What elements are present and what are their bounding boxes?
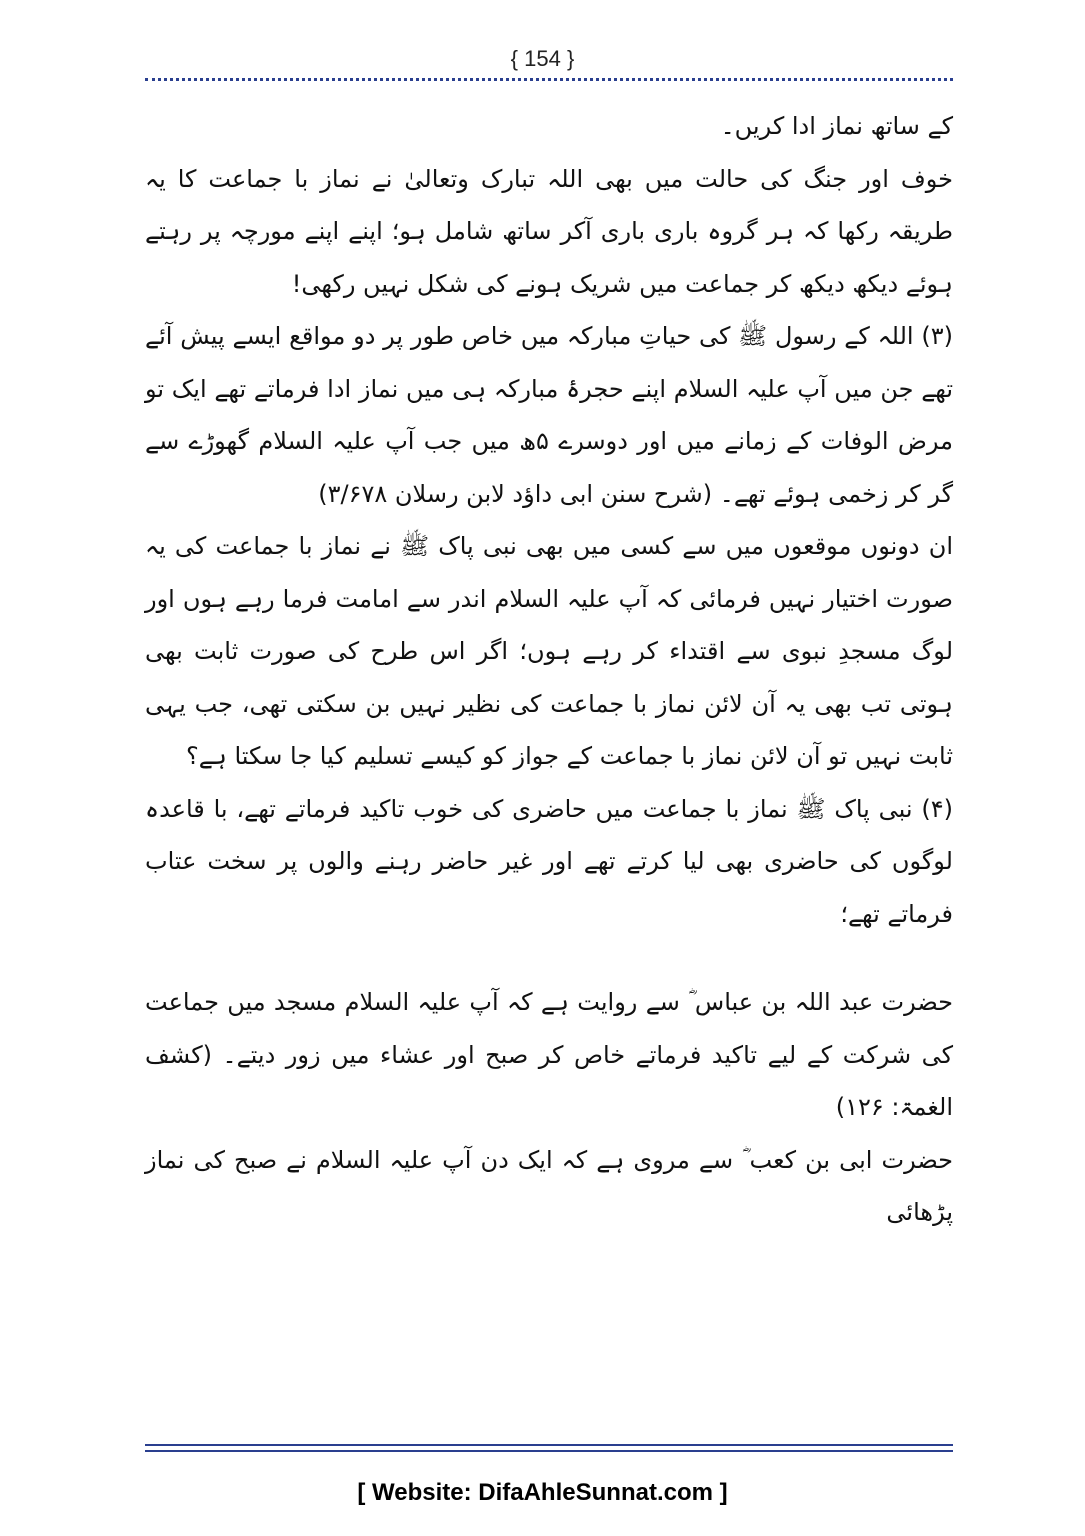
paragraph: ان دونوں موقعوں میں سے کسی میں بھی نبی پاک ﷺ نے نماز با جماعت کی یہ صورت اختیار نہیں فرمائی کہ آپ علیہ السلام اندر سے امامت فرما رہے ہوں اور لوگ مسجدِ نبوی سے اقتداء کر رہے ہوں؛ اگر اس طرح کی صورت ثابت بھی ہوتی تب بھی یہ آن لائن نماز با جماعت کی نظیر نہیں بن سکتی تھی، جب یہی ثابت نہیں تو آن لائن نماز با جماعت کے جواز کو کیسے تسلیم کیا جا سکتا ہے؟ <box>145 532 953 770</box>
paragraph: حضرت عبد اللہ بن عباس ؓ سے روایت ہے کہ آپ علیہ السلام مسجد میں جماعت کی شرکت کے لیے تاکید فرماتے خاص کر صبح اور عشاء میں زور دیتے۔ (کشف الغمۃ: ۱۲۶) <box>145 988 953 1121</box>
paragraph: کے ساتھ نماز ادا کریں۔ <box>720 112 953 140</box>
paragraph: حضرت ابی بن کعب ؓ سے مروی ہے کہ ایک دن آپ علیہ السلام نے صبح کی نماز پڑھائی <box>145 1145 953 1226</box>
paragraph: (۳) اللہ کے رسول ﷺ کی حیاتِ مبارکہ میں خاص طور پر دو مواقع ایسے پیش آئے تھے جن میں آپ علیہ السلام اپنے حجرۂ مبارکہ ہی میں نماز ادا فرماتے تھے ایک تو مرض الوفات کے زمانے میں اور دوسرے ۵ھ میں جب آپ علیہ السلام گھوڑے سے گر کر زخمی ہوئے تھے۔ (شرح سنن ابی داؤد لابن رسلان ۳/۶۷۸) <box>145 322 954 508</box>
website-footer: [ Website: DifaAhleSunnat.com ] <box>357 1479 728 1506</box>
paragraph: (۴) نبی پاک ﷺ نماز با جماعت میں حاضری کی خوب تاکید فرماتے تھے، با قاعدہ لوگوں کی حاضری بھی لیا کرتے تھے اور غیر حاضر رہنے والوں پر سخت عتاب فرماتے تھے؛ <box>145 794 953 928</box>
page-number: { 154 } <box>510 46 575 71</box>
body-text <box>145 100 953 1239</box>
footer-rule-top <box>145 1444 953 1446</box>
header-dotted-rule <box>145 78 953 81</box>
paragraph: خوف اور جنگ کی حالت میں بھی اللہ تبارک وتعالیٰ نے نماز با جماعت کا یہ طریقہ رکھا کہ ہر گروہ باری باری آکر ساتھ شامل ہو؛ اپنے اپنے مورچہ پر رہتے ہوئے دیکھ دیکھ کر جماعت میں شریک ہونے کی شکل نہیں رکھی! <box>145 164 953 298</box>
footer-rule-bottom <box>145 1450 953 1452</box>
